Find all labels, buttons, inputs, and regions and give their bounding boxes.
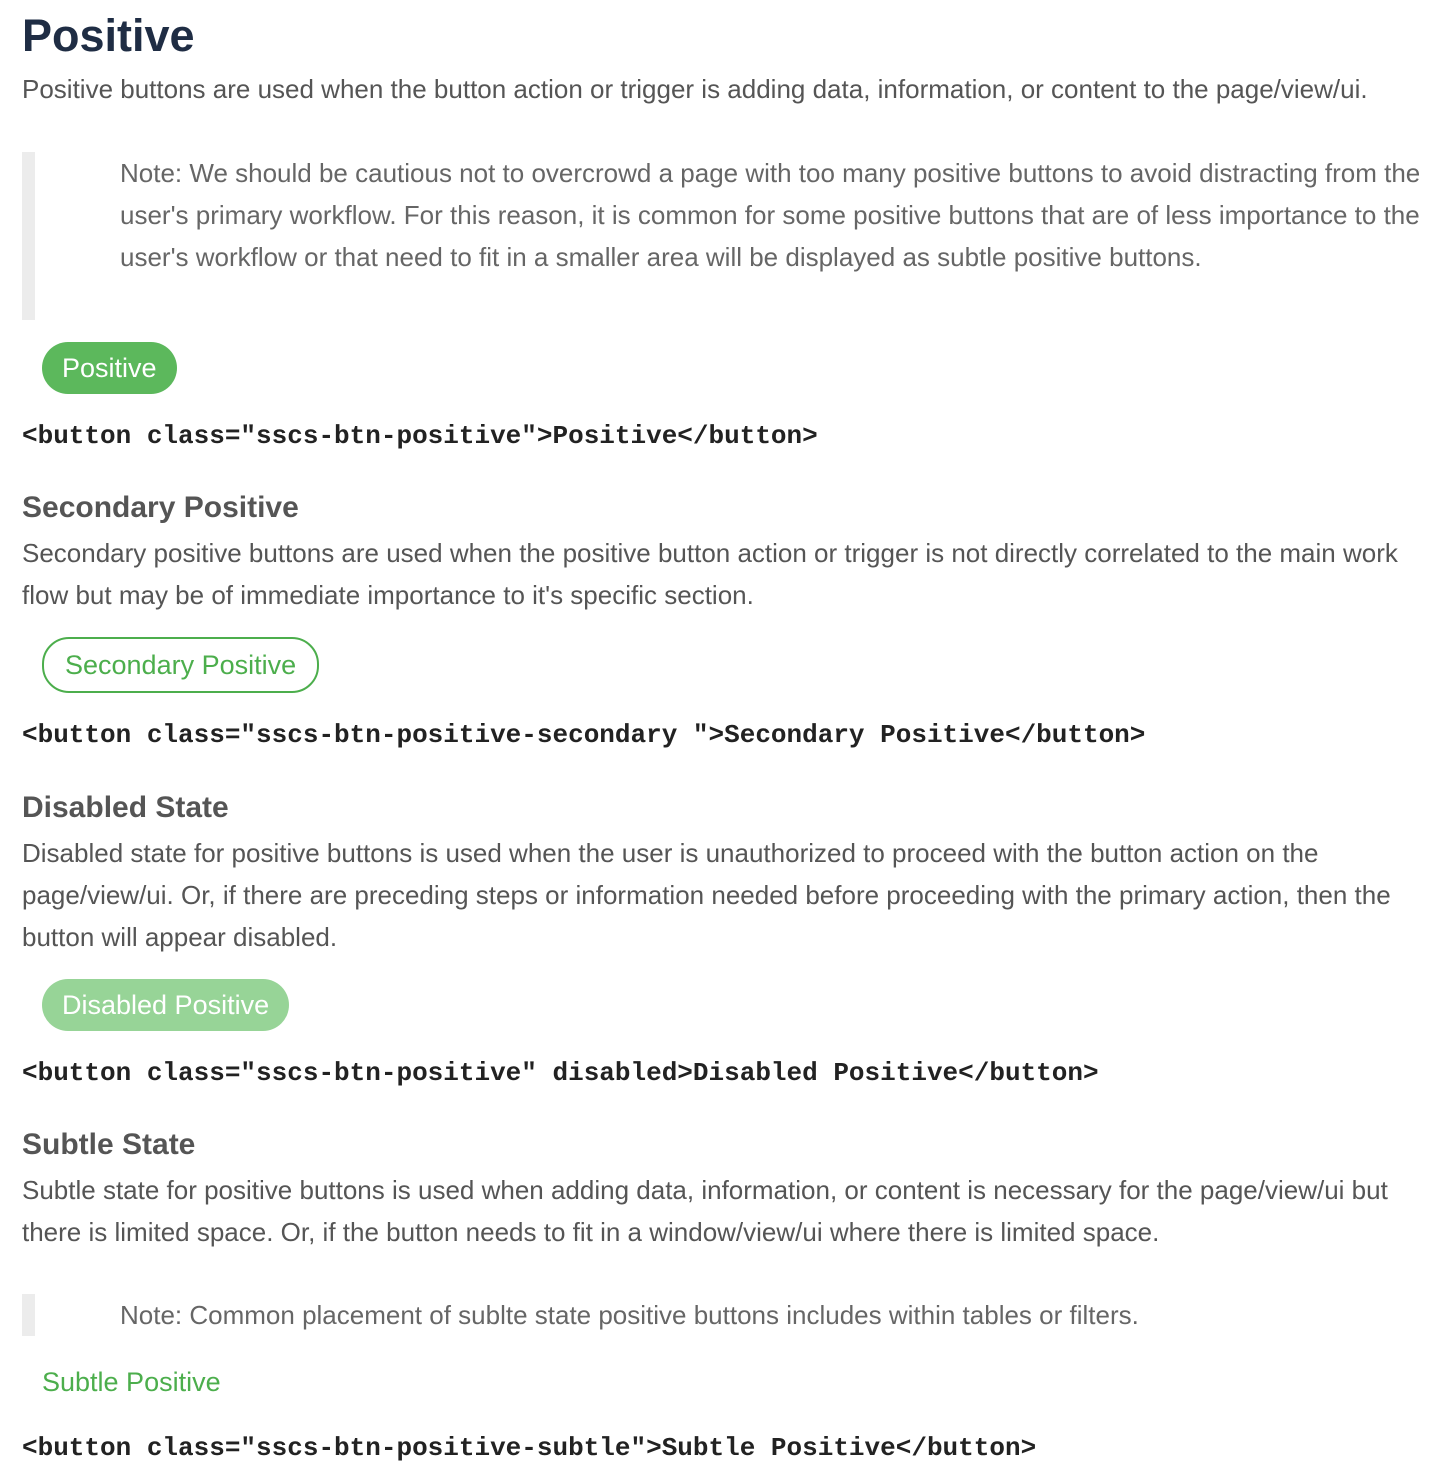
positive-code-snippet: <button class="sscs-btn-positive">Positive</button> [22,421,818,451]
secondary-positive-button[interactable]: Secondary Positive [42,637,319,693]
disabled-code-snippet: <button class="sscs-btn-positive" disabled>Disabled Positive</button> [22,1058,1099,1088]
disabled-description: Disabled state for positive buttons is used when the user is unauthorized to proceed with the button action on the page/view/ui. Or, if there are preceding steps or information needed before proceeding with the primary action, then the button will appear disabled. [22,838,1391,952]
subtle-description: Subtle state for positive buttons is used when adding data, information, or content is necessary for the page/view/ui but there is limited space. Or, if the button needs to fit in a window/view/ui where there is limited space. [22,1175,1388,1247]
positive-note-text: Note: We should be cautious not to overcrowd a page with too many positive buttons to avoid distracting from the user's primary workflow. For this reason, it is common for some positive buttons that are of less importance to the user's workflow or that need to fit in a smaller area will be displayed as subtle positive buttons. [120,158,1421,272]
subtle-heading: Subtle State [22,1128,196,1161]
subtle-note-text: Note: Common placement of sublte state positive buttons includes within tables or filters. [120,1300,1139,1330]
page-title: Positive [22,10,195,61]
subtle-code-snippet: <button class="sscs-btn-positive-subtle">Subtle Positive</button> [22,1433,1037,1463]
subtle-note [22,1294,1422,1336]
positive-button[interactable]: Positive [42,342,177,394]
disabled-heading: Disabled State [22,791,229,824]
secondary-heading: Secondary Positive [22,491,299,524]
positive-description: Positive buttons are used when the button action or trigger is adding data, information, or content to the page/view/ui. [22,74,1368,104]
subtle-positive-button[interactable]: Subtle Positive [42,1362,221,1402]
secondary-code-snippet: <button class="sscs-btn-positive-secondary ">Secondary Positive</button> [22,720,1146,750]
disabled-positive-button: Disabled Positive [42,979,289,1031]
secondary-description: Secondary positive buttons are used when the positive button action or trigger is not directly correlated to the main work flow but may be of immediate importance to it's specific section. [22,538,1398,610]
positive-note [22,152,1422,320]
